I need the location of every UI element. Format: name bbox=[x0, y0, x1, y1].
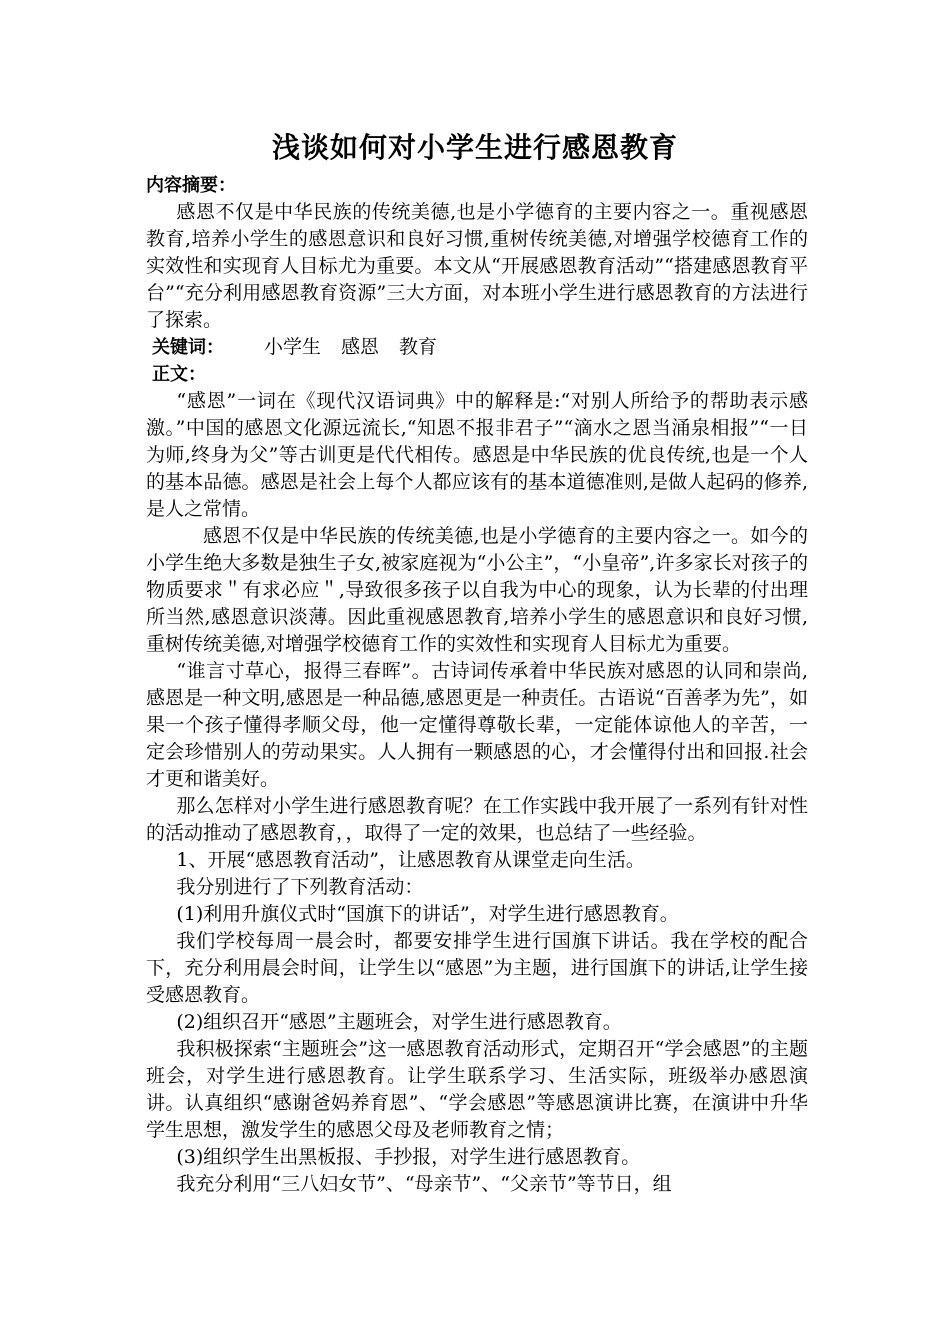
document-body bbox=[146, 172, 808, 1198]
section-heading: 1、开展“感恩教育活动”，让感恩教育从课堂走向生活。 bbox=[176, 849, 645, 871]
document-title: 浅谈如何对小学生进行感恩教育 bbox=[271, 131, 678, 164]
subsection-heading: (2)组织召开“感恩”主题班会，对学生进行感恩教育。 bbox=[176, 1011, 622, 1033]
body-paragraph: 感恩不仅是中华民族的传统美德,也是小学德育的主要内容之一。如今的小学生绝大多数是独生子女,被家庭视为“小公主”，“小皇帝”,许多家长对孩子的物质要求＂有求必应＂,导致很多孩子以自我为中心的现象，认为长辈的付出理所当然,感恩意识淡薄。因此重视感恩教育,培养小学生的感恩意识和良好习惯,重树传统美德,对增强学校德育工作的实效性和实现育人目标尤为重要。 bbox=[146, 525, 808, 655]
body-paragraph: 我们学校每周一晨会时，都要安排学生进行国旗下讲话。我在学校的配合下，充分利用晨会时间，让学生以“感恩”为主题，进行国旗下的讲话,让学生接受感恩教育。 bbox=[146, 930, 808, 1006]
body-paragraph: 那么怎样对小学生进行感恩教育呢？在工作实践中我开展了一系列有针对性的活动推动了感恩教育，，取得了一定的效果，也总结了一些经验。 bbox=[146, 795, 808, 844]
keyword-item: 感恩 bbox=[341, 336, 380, 358]
keyword-item: 教育 bbox=[399, 336, 438, 358]
body-paragraph: 我积极探索“主题班会”这一感恩教育活动形式，定期召开“学会感恩”的主题班会，对学生进行感恩教育。让学生联系学习、生活实际，班级举办感恩演讲。认真组织“感谢爸妈养育恩”、“学会感恩”等感恩演讲比赛，在演讲中升华学生思想，激发学生的感恩父母及老师教育之情； bbox=[146, 1038, 808, 1141]
body-heading: 正文： bbox=[152, 364, 206, 385]
keyword-item: 小学生 bbox=[264, 336, 322, 358]
body-paragraph: 我充分利用“三八妇女节”、“母亲节”、“父亲节”等节日，组 bbox=[176, 1173, 672, 1195]
keywords-row bbox=[146, 334, 808, 361]
abstract-text: 感恩不仅是中华民族的传统美德,也是小学德育的主要内容之一。重视感恩教育,培养小学生的感恩意识和良好习惯,重树传统美德,对增强学校德育工作的实效性和实现育人目标尤为重要。本文从“开展感恩教育活动”“搭建感恩教育平台”“充分利用感恩教育资源”三大方面，对本班小学生进行感恩教育的方法进行了探索。 bbox=[146, 201, 808, 331]
body-paragraph: “感恩”一词在《现代汉语词典》中的解释是:“对别人所给予的帮助表示感激。”中国的感恩文化源远流长,“知恩不报非君子”“滴水之恩当涌泉相报”“一日为师,终身为父”等古训更是代代相传。感恩是中华民族的优良传统,也是一个人的基本品德。感恩是社会上每个人都应该有的基本道德准则,是做人起码的修养,是人之常情。 bbox=[146, 390, 808, 520]
keywords-label: 关键词： bbox=[152, 337, 224, 358]
subsection-heading: (3)组织学生出黑板报、手抄报，对学生进行感恩教育。 bbox=[176, 1146, 641, 1168]
subsection-heading: (1)利用升旗仪式时“国旗下的讲话”，对学生进行感恩教育。 bbox=[176, 903, 679, 925]
body-paragraph: “谁言寸草心，报得三春晖”。古诗词传承着中华民族对感恩的认同和崇尚,感恩是一种文明,感恩是一种品德,感恩更是一种责任。古语说“百善孝为先”，如果一个孩子懂得孝顺父母，他一定懂得尊敬长辈，一定能体谅他人的辛苦，一定会珍惜别人的劳动果实。人人拥有一颗感恩的心，才会懂得付出和回报.社会才更和谐美好。 bbox=[146, 660, 808, 790]
body-paragraph: 我分别进行了下列教育活动： bbox=[176, 876, 424, 898]
abstract-heading: 内容摘要： bbox=[146, 175, 236, 196]
